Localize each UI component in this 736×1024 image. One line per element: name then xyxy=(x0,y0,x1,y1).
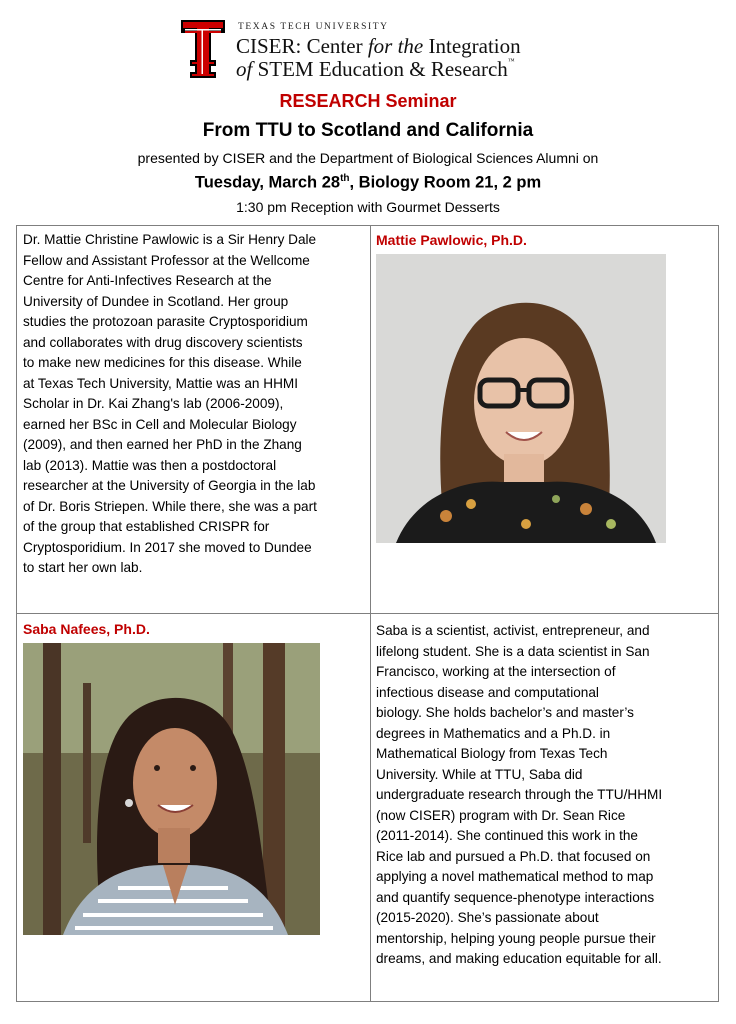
reception-note: 1:30 pm Reception with Gourmet Desserts xyxy=(236,199,500,215)
presented-by: presented by CISER and the Department of Biological Sciences Alumni on xyxy=(137,150,599,166)
speaker-2-photo xyxy=(23,643,320,935)
ttu-double-t-logo xyxy=(181,20,225,78)
speaker-1-photo xyxy=(376,254,666,543)
event-date: Tuesday, March 28th, Biology Room 21, 2 pm xyxy=(194,173,542,192)
speaker-2-bio: Saba is a scientist, activist, entrepreneur, and lifelong student. She is a data scientist in San Francisco, working at the intersection of infectious disease and computational biology. She holds bachelor’s and master’s degrees in Mathematics and a Ph.D. in Mathematical Biology from Texas Tech University. While at TTU, Saba did undergraduate research through the TTU/HHMI (now CISER) program with Dr. Sean Rice (2011-2014). She continued this work in the Rice lab and pursued a Ph.D. that focused on applying a novel mathematical method to map and quantify sequence-phenotype interactions (2015-2020). She’s passionate about mentorship, helping young people pursue their dreams, and making education equitable for all. xyxy=(376,623,663,966)
header xyxy=(0,18,736,80)
speaker-1-bio: Dr. Mattie Christine Pawlowic is a Sir Henry Dale Fellow and Assistant Professor at the Wellcome Centre for Anti-Infectives Research at the University of Dundee in Scotland. Her group studies the protozoan parasite Cryptosporidium and collaborates with drug discovery scientists to make new medicines for this disease. While at Texas Tech University, Mattie was an HHMI Scholar in Dr. Kai Zhang's lab (2006-2009), earned her BSc in Cell and Molecular Biology (2009), and then earned her PhD in the Zhang lab (2013). Mattie was then a postdoctoral researcher at the University of Georgia in the lab of Dr. Boris Striepen. While there, she was a part of the group that established CRISPR for Cryptosporidium. In 2017 she moved to Dundee to start her own lab. xyxy=(23,232,317,575)
table-divider-horizontal xyxy=(16,613,719,614)
university-name: TEXAS TECH UNIVERSITY xyxy=(238,22,389,32)
speaker-1-name: Mattie Pawlowic, Ph.D. xyxy=(376,232,527,248)
event-title: From TTU to Scotland and California xyxy=(202,120,534,141)
event-kicker: RESEARCH Seminar xyxy=(279,91,457,111)
speaker-2-name: Saba Nafees, Ph.D. xyxy=(23,621,150,637)
org-name-line-2: of STEM Education & Research™ xyxy=(236,57,515,81)
org-name-line-1: CISER: Center for the Integration xyxy=(236,34,521,58)
